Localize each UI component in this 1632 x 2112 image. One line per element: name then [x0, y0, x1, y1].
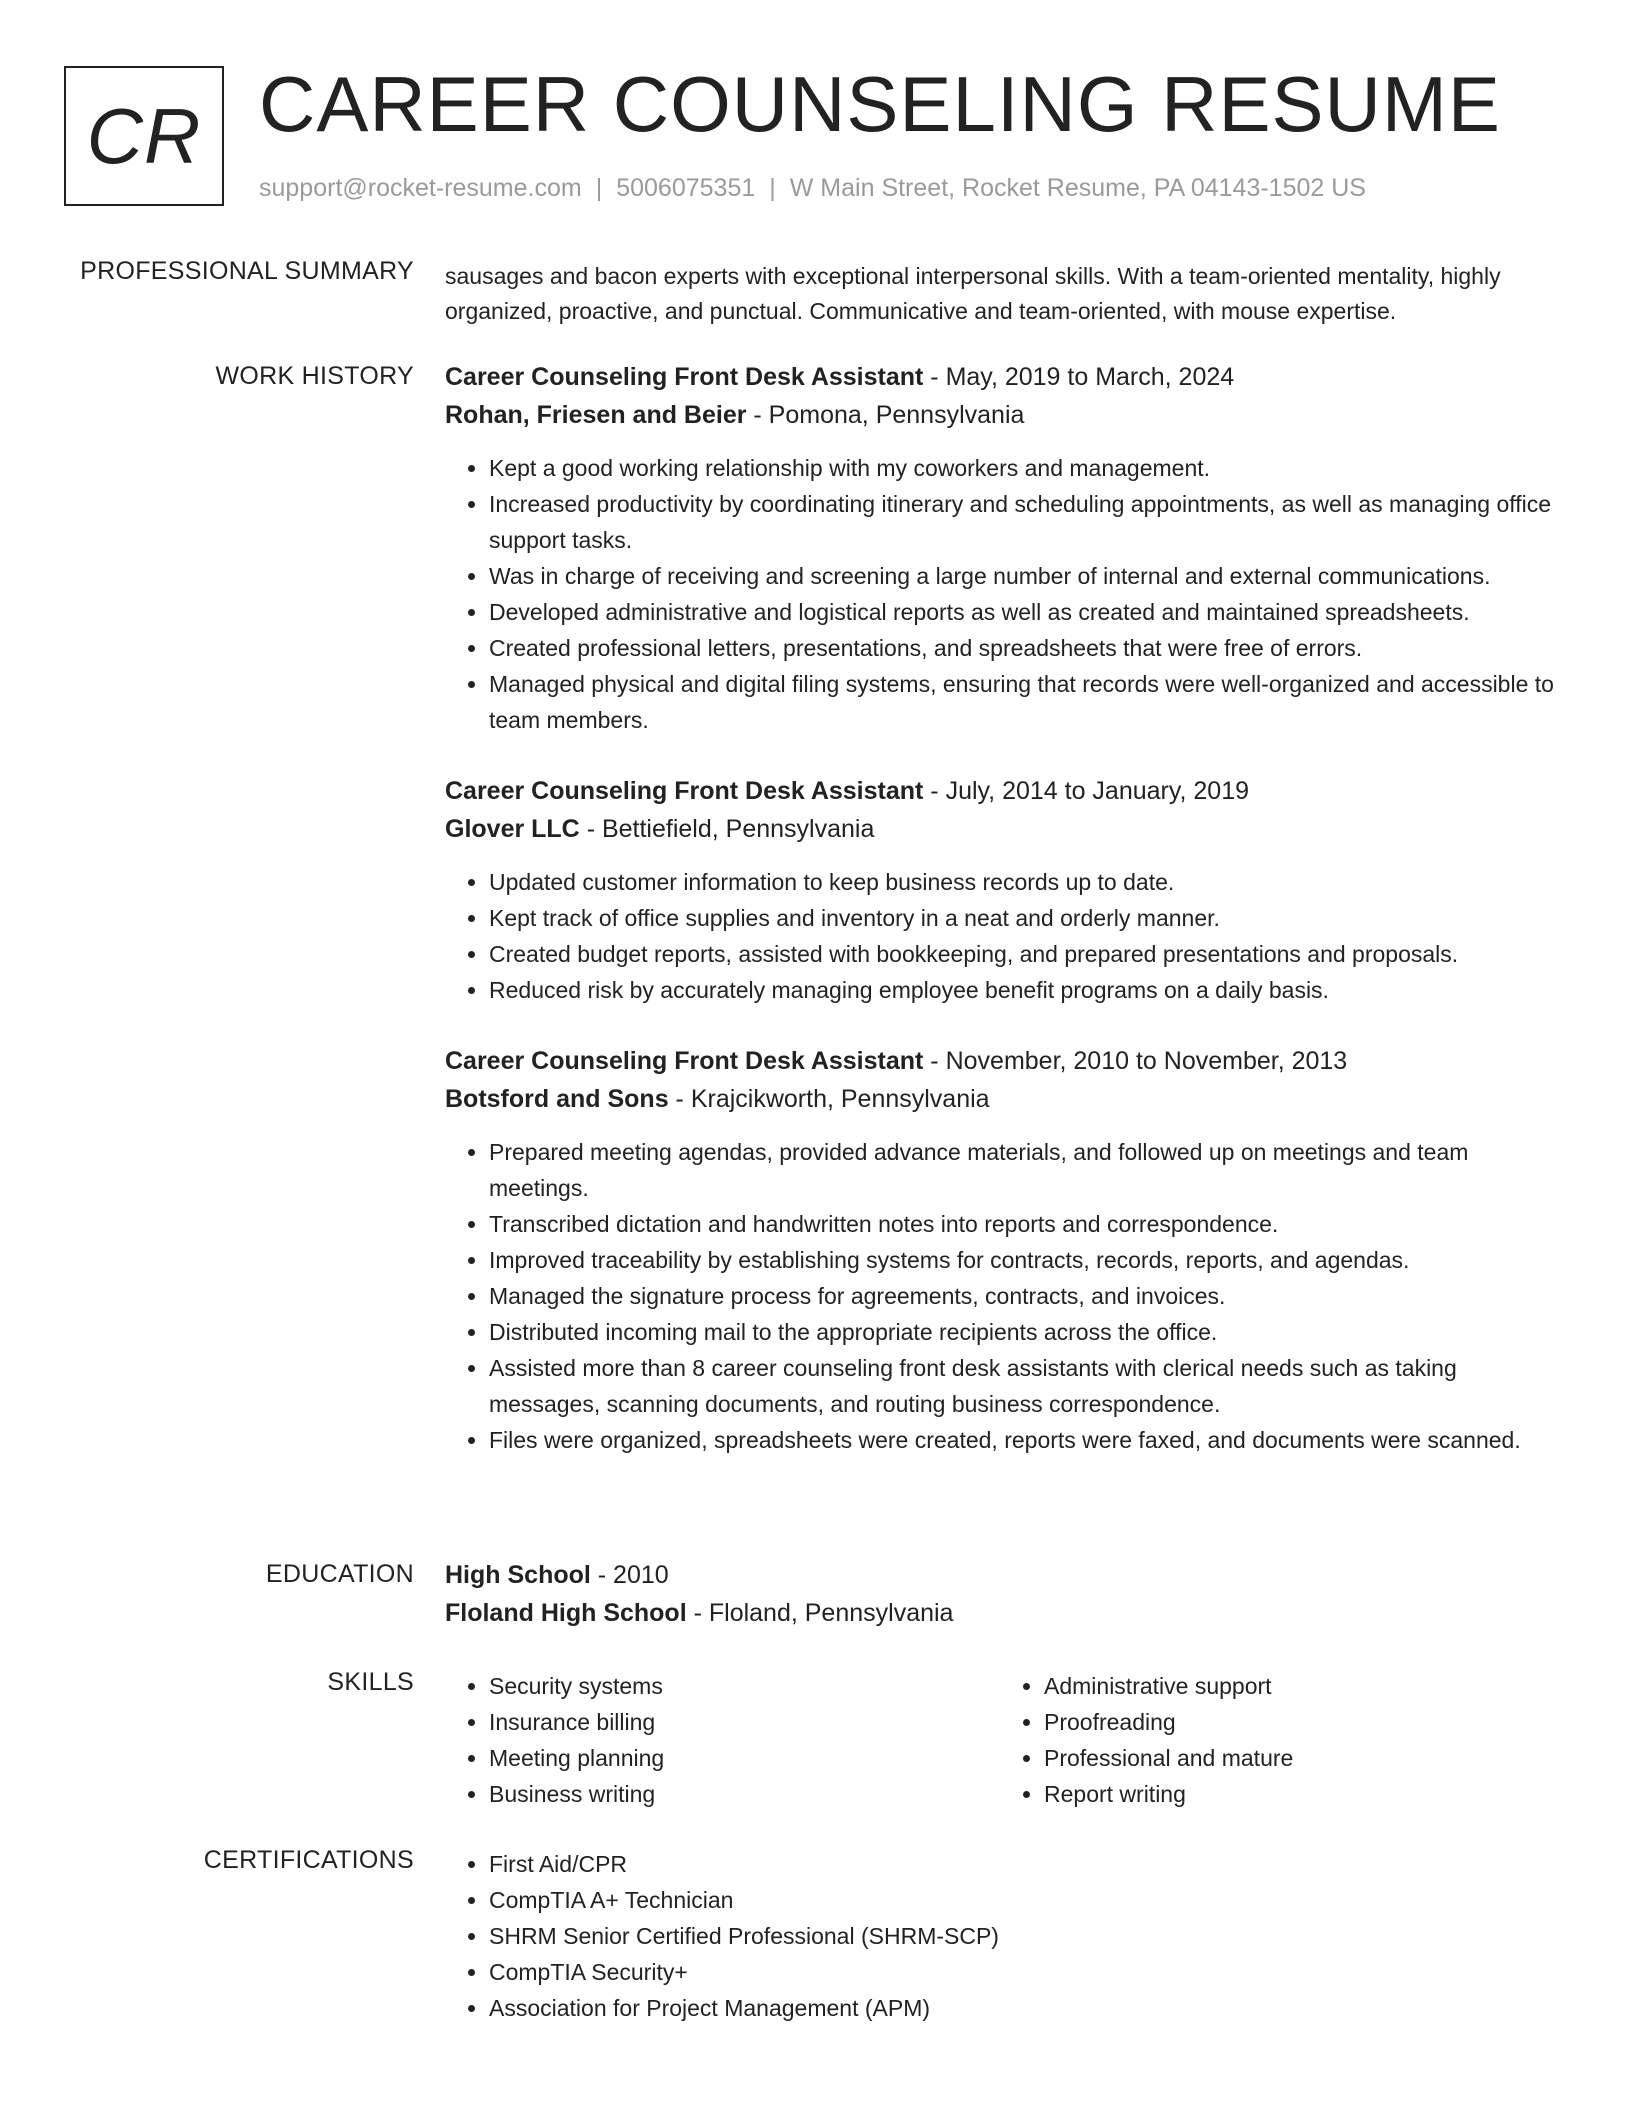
education-school: Floland High School [445, 1599, 687, 1627]
contact-line [259, 174, 1366, 203]
contact-address: W Main Street, Rocket Resume, PA 04143-1502 US [789, 174, 1366, 202]
certifications-body [445, 1846, 1555, 2026]
job-bullets [445, 864, 1555, 1008]
job-title-line [445, 1042, 1555, 1080]
list-item: • Managed physical and digital filing systems, ensuring that records were well-organized and accessible to team members. [489, 666, 1555, 738]
list-item: • Kept a good working relationship with my coworkers and management. [489, 450, 1555, 486]
list-item: • Proofreading [1044, 1704, 1555, 1740]
job-title: Career Counseling Front Desk Assistant [445, 777, 924, 805]
list-item: • Assisted more than 8 career counseling front desk assistants with clerical needs such as taking messages, scanning documents, and routing business correspondence. [489, 1350, 1555, 1422]
education-degree-line [445, 1556, 1555, 1594]
education-degree: High School [445, 1561, 591, 1589]
list-item: • Kept track of office supplies and inventory in a neat and orderly manner. [489, 900, 1555, 936]
job-company-line [445, 810, 1555, 848]
skills-list-left [445, 1668, 1000, 1812]
summary-text: sausages and bacon experts with exceptional interpersonal skills. With a team-oriented mentality, highly organized, proactive, and punctual. Communicative and team-oriented, with mouse expertise. [445, 263, 1501, 324]
job-dates: - May, 2019 to March, 2024 [923, 363, 1235, 391]
job-company: Glover LLC [445, 815, 580, 843]
list-item: • Security systems [489, 1668, 1000, 1704]
section-label-education: EDUCATION [265, 1560, 414, 1588]
education-year: - 2010 [590, 1561, 669, 1589]
list-item: • Files were organized, spreadsheets were created, reports were faxed, and documents were scanned. [489, 1422, 1555, 1458]
list-item: • Was in charge of receiving and screening a large number of internal and external communications. [489, 558, 1555, 594]
list-item: • Professional and mature [1044, 1740, 1555, 1776]
job-title: Career Counseling Front Desk Assistant [445, 1047, 924, 1075]
list-item: • Association for Project Management (APM) [489, 1990, 1555, 2026]
job-location: - Krajcikworth, Pennsylvania [668, 1085, 990, 1113]
list-item: • Meeting planning [489, 1740, 1000, 1776]
list-item: • First Aid/CPR [489, 1846, 1555, 1882]
contact-email: support@rocket-resume.com [259, 174, 582, 202]
contact-separator: | [769, 174, 776, 202]
section-label-work: WORK HISTORY [215, 362, 414, 390]
job-company: Botsford and Sons [445, 1085, 669, 1113]
list-item: • SHRM Senior Certified Professional (SHRM-SCP) [489, 1918, 1555, 1954]
list-item: • Distributed incoming mail to the appropriate recipients across the office. [489, 1314, 1555, 1350]
job-entry [445, 358, 1555, 738]
list-item: • Report writing [1044, 1776, 1555, 1812]
job-entry [445, 772, 1555, 1008]
list-item: • Insurance billing [489, 1704, 1000, 1740]
job-title-line [445, 358, 1555, 396]
section-label-certifications: CERTIFICATIONS [203, 1846, 414, 1874]
list-item: • CompTIA Security+ [489, 1954, 1555, 1990]
contact-separator: | [595, 174, 603, 202]
job-bullets [445, 1134, 1555, 1458]
job-title: Career Counseling Front Desk Assistant [445, 363, 924, 391]
list-item: • Developed administrative and logistical reports as well as created and maintained spreadsheets. [489, 594, 1555, 630]
job-company: Rohan, Friesen and Beier [445, 401, 747, 429]
resume-title: CAREER COUNSELING RESUME [259, 60, 1501, 148]
list-item: • Administrative support [1044, 1668, 1555, 1704]
list-item: • Created budget reports, assisted with bookkeeping, and prepared presentations and proposals. [489, 936, 1555, 972]
resume-header [64, 60, 1568, 214]
job-entry [445, 1042, 1555, 1458]
list-item: • Managed the signature process for agreements, contracts, and invoices. [489, 1278, 1555, 1314]
list-item: • Increased productivity by coordinating itinerary and scheduling appointments, as well as managing office support tasks. [489, 486, 1555, 558]
education-location: - Floland, Pennsylvania [686, 1599, 954, 1627]
list-item: • Reduced risk by accurately managing employee benefit programs on a daily basis. [489, 972, 1555, 1008]
summary-body [445, 259, 1555, 329]
job-dates: - July, 2014 to January, 2019 [923, 777, 1250, 805]
list-item: • Improved traceability by establishing systems for contracts, records, reports, and agendas. [489, 1242, 1555, 1278]
job-company-line [445, 396, 1555, 434]
job-location: - Pomona, Pennsylvania [746, 401, 1025, 429]
skills-list-right [1000, 1668, 1555, 1812]
list-item: • CompTIA A+ Technician [489, 1882, 1555, 1918]
list-item: • Prepared meeting agendas, provided advance materials, and followed up on meetings and team meetings. [489, 1134, 1555, 1206]
list-item: • Created professional letters, presentations, and spreadsheets that were free of errors. [489, 630, 1555, 666]
list-item: • Business writing [489, 1776, 1000, 1812]
job-title-line [445, 772, 1555, 810]
work-history-body [445, 358, 1555, 1492]
monogram-badge: CR [64, 66, 224, 206]
education-body [445, 1556, 1555, 1632]
list-item: • Updated customer information to keep business records up to date. [489, 864, 1555, 900]
job-bullets [445, 450, 1555, 738]
contact-phone: 5006075351 [616, 174, 756, 202]
skills-columns [445, 1668, 1555, 1812]
certifications-list [445, 1846, 1555, 2026]
list-item: • Transcribed dictation and handwritten notes into reports and correspondence. [489, 1206, 1555, 1242]
section-label-skills: SKILLS [327, 1668, 414, 1696]
job-dates: - November, 2010 to November, 2013 [923, 1047, 1348, 1075]
job-company-line [445, 1080, 1555, 1118]
skills-body [445, 1668, 1555, 1812]
job-location: - Bettiefield, Pennsylvania [579, 815, 875, 843]
education-school-line [445, 1594, 1555, 1632]
section-label-summary: PROFESSIONAL SUMMARY [80, 257, 414, 285]
